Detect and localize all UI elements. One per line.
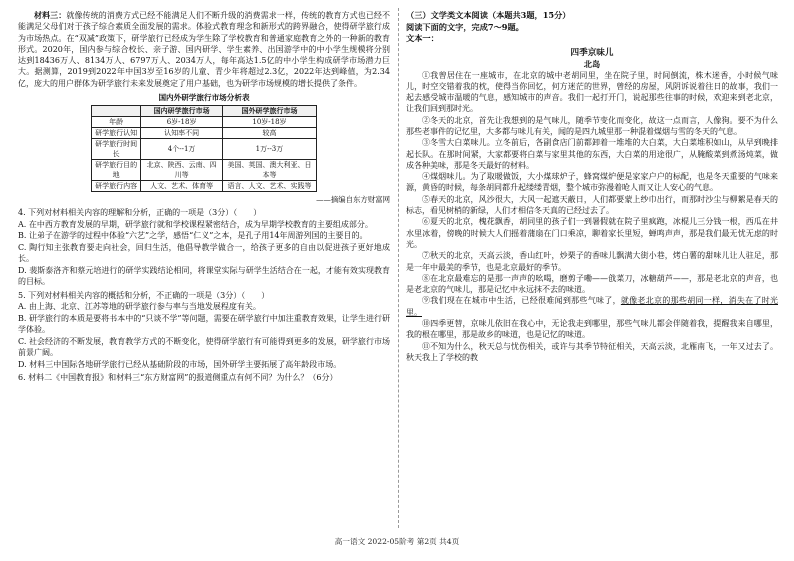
question-5-option-a: A. 由上海、北京、江苏等地的研学旅行参与率与当地发展程度有关。 (18, 302, 261, 312)
table-cell: 人文、艺术、体育等 (141, 181, 223, 192)
table-row (92, 139, 317, 160)
question-4-option-a: A. 在中西方教育发展的早期，研学旅行就和学校课程紧密结合，成为早期学校教育的主要组成部分。 (18, 219, 373, 229)
story-author: 北岛 (583, 58, 601, 69)
question-5-option-c: C. 社会经济的不断发展，教育教学方式的不断变化，使得研学旅行有可能得到更多的发展，研学旅行市场前景广阔。 (18, 336, 390, 358)
story-paragraph: ④煤烟味儿。为了取暖做饭，大小煤球炉子，蜂窝煤炉便是家家户户的标配，也是冬天重要的气味来源，黄昏的时候，每条胡同都升起缕缕青烟，整个城市弥漫着呛人而又让人安心的气息。 (406, 172, 778, 193)
table-row (92, 181, 317, 192)
reading-instruction: 阅读下面的文字，完成7～9题。 (406, 21, 524, 32)
table-cell: 研学旅行认知 (92, 128, 141, 139)
page-footer: 高一语文 2022-05阶考 第2页 共4页 (334, 537, 460, 546)
question-4-option-b: B. 让弟子在游学的过程中体验“六艺”之学，感悟“仁义”之本，是孔子用14年周游列国的主要目的。 (18, 231, 368, 241)
table-cell: 年龄 (92, 117, 141, 128)
text-label: 文本一： (406, 33, 439, 43)
table-title: 国内外研学旅行市场分析表 (158, 93, 250, 103)
story-title: 四季京味儿 (570, 47, 614, 58)
story-paragraph: ⑪不知为什么，秋天总与忧伤相关，或许与其季节特征相关，天高云淡，北雁南飞，一年又过去了。秋天我上了学校的教 (406, 341, 778, 362)
table-cell: 语言、人文、艺术、实践等 (222, 181, 316, 192)
question-5-option-d: D. 材料三中国际各地研学旅行已经从基础阶段的市场，国外研学主要拓展了高年龄段市场。 (18, 359, 342, 369)
table-cell: 10岁-18岁 (222, 117, 316, 128)
table-cell: 研学旅行目的地 (92, 160, 141, 181)
question-4-option-c: C. 陶行知主张教育要走向社会，回归生活，他倡导教学做合一，给孩子更多的自由以促进孩子更好地成长。 (18, 242, 390, 264)
table-header-cell: 国外研学旅行市场 (222, 106, 316, 117)
table-cell: 美国、英国、澳大利亚、日本等 (222, 160, 316, 181)
question-4-option-d: D. 裴斯泰洛齐和蔡元培进行的研学实践结论相同，将课堂实际与研学生活结合在一起，才能有效实现教育的目标。 (18, 265, 390, 287)
table-source: ——摘编自东方财富网 (316, 195, 390, 205)
table-cell: 1万--3万 (222, 139, 316, 160)
question-5-option-b: B. 研学旅行的本质是要将书本中的“只谈不学”等问题，需要在研学旅行中加注重教育效果，让学生进行研学体验。 (18, 313, 390, 335)
story-text: ⑨我们现在在城市中生活，已经很难闻到那些气味了， (422, 296, 621, 306)
question-6-stem: 6. 材料二《中国教育报》和材料三“东方财富网”的报道侧重点有何不同？为什么？（6分） (18, 373, 338, 383)
table-header-cell: 国内研学旅行市场 (141, 106, 223, 117)
story-paragraph (406, 295, 778, 318)
material3-paragraph (18, 10, 390, 89)
table-cell: 认知率不同 (141, 128, 223, 139)
table-cell: 北京、陕西、云南、四川等 (141, 160, 223, 181)
market-table (91, 105, 317, 192)
table-cell: 6岁-18岁 (141, 117, 223, 128)
table-row (92, 160, 317, 181)
story-paragraph: ②冬天的北京，首先让我想到的是气味儿，随季节变化而变化，故这一点而言，人像狗。要不为什么那些老事件的记忆里，大多都与味儿有关，闻的是四九城里那一种混着煤烟与雪的冬天的气息。 (406, 115, 778, 136)
table-row (92, 117, 317, 128)
table-cell: 研学旅行内容 (92, 181, 141, 192)
story-paragraph: ⑥夏天的北京，槐花飘香，胡同里的孩子们一到暑假就在院子里疯跑，冰棍儿三分钱一根，西瓜在井水里冰着，傍晚的时候大人们摇着蒲扇在门口乘凉，聊着家长里短，蝉鸣声声，那是我们最无忧无虑的时光。 (406, 217, 778, 249)
table-cell: 研学旅行时间长 (92, 139, 141, 160)
material3-text: 就像传统的消费方式已经不能满足人们不断升级的消费需求一样，传统的教育方式也已经不能满足父母们对于孩子综合素质全面发展的需求。体验式教育理念和新形式的跨界融合，使得研学旅行成为市场热点。在“双减”政策下，研学旅行已经成为学生除了学校教育和普通家庭教育之外的一种新的教育形式。2020年，国内参与综合校长、亲子游、国内研学、学生素养、出国游学中的中小学生规模将分别达到18436万人、8134万人、6797万人、2034万人，每年高达1.5亿的中小学生构成研学市场潜力巨大。据测算，2019到2022年中国3岁至16岁的儿童、青少年将超过2.3亿，2022年达到峰值，为2.34亿，庞大的用户群体为研学旅行未来发展奠定了用户基础，也为研学市场规模的增长提供了条件。 (18, 11, 390, 88)
question-5-stem: 5. 下列对材料相关内容的概括和分析，不正确的一项是（3分）（ ） (18, 290, 270, 300)
table-row (92, 128, 317, 139)
story-paragraph: ⑦秋天的北京，天高云淡，香山红叶，炒栗子的香味儿飘满大街小巷，烤白薯的甜味儿让人驻足，那是一年中最美的季节，也是北京最好的季节。 (406, 251, 778, 272)
right-column (406, 10, 778, 363)
left-column (18, 10, 390, 384)
story-paragraph: ③冬雪大白菜味儿。立冬前后，各副食店门前都卸着一堆堆的大白菜，大白菜堆积如山，从早到晚排起长队。在那时间紧，大家都要将白菜与家里其他的东西，大白菜的用途很广，从腌酸菜到煮汤炖菜，做成各种美味，那是冬天最好的材料。 (406, 138, 778, 170)
material3-label: 材料三： (34, 10, 67, 20)
story-paragraph: ⑤春天的北京，风沙很大，大风一起遮天蔽日，人们都要蒙上纱巾出行，而那时沙尘与柳絮是春天的标志，看见树梢的新绿，人们才相信冬天真的已经过去了。 (406, 194, 778, 216)
table-cell: 4个--1万 (141, 139, 223, 160)
story-paragraph: ⑩四季更替，京味儿依旧在我心中，无论我走到哪里，那些气味儿都会伴随着我，提醒我来自哪里，我的根在哪里，那是故乡的味道，也是记忆的味道。 (406, 319, 778, 340)
story-paragraph: ⑧在北京最难忘的是那一声声的吆喝，磨剪子嘞——戗菜刀，冰糖葫芦——，那是老北京的声音，也是老北京的气味儿，那是记忆中永远抹不去的味道。 (406, 273, 778, 295)
story-paragraph: ①我曾居住在一座城市，在北京的城中老胡同里，坐在院子里，时间倒流，株木迷香，小时候气味儿，时空交错着我的枕，使得当你回忆，何方迷茫的世界，曾经的房屋，风阴诉说着往日的故事，我们一起去感受城市温暖的气息，感知城市的声音。我们一起打开门，说起那些往事的时候，欢迎来到老北京，让我们回到那时光。 (406, 70, 778, 114)
question-4-stem: 4. 下列对材料相关内容的理解和分析，正确的一项是（3分）（ ） (18, 208, 262, 218)
table-header-row (92, 106, 317, 117)
table-cell: 较高 (222, 128, 316, 139)
table-header-cell (92, 106, 141, 117)
section-title: （三）文学类文本阅读（本题共3题，15分） (406, 10, 571, 20)
underlined-sentence: 就像老北京的那些胡同一样，消失在了时光里。 (406, 296, 779, 317)
column-divider (398, 8, 399, 528)
